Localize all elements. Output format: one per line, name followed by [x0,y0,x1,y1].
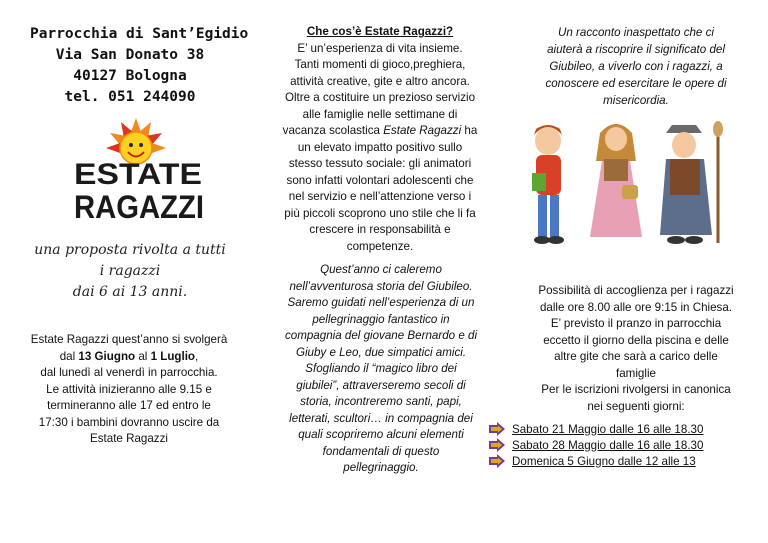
info-line: eccetto il giorno della piscina e delle [543,333,729,347]
start-date: 13 Giugno [78,349,136,363]
info-line: E’ previsto il pranzo in parrocchia [550,317,722,330]
body-line: stesso tessuto sociale: gli animatori [288,157,472,170]
schedule-paragraph [14,332,244,448]
story-line: pellegrinaggio. [343,461,419,474]
info-line: famiglie [616,366,656,380]
story-line: quali scopriremo alcuni elementi [298,428,464,441]
registration-slot-text: Sabato 28 Maggio dalle 16 alle 18.30 [512,438,704,452]
info-line: nei seguenti giorni: [587,399,685,413]
arrow-bullet-icon [488,454,506,468]
schedule-line: Estate Ragazzi [90,432,168,445]
info-paragraph [508,283,764,415]
story-line: storia, incontreremo santi, papi, [300,395,462,408]
body-line: sono infatti volontari adolescenti che [286,173,474,187]
body-line: più piccoli scoprono uno stile che li fa [284,206,476,220]
body-line: attività creative, gite e altro ancora. [290,74,470,88]
age-proposal [10,240,250,303]
logo-word-estate: ESTATE [74,158,202,191]
registration-slot-text: Domenica 5 Giugno dalle 12 alle 13 [512,454,696,468]
section-title: Che cos’è Estate Ragazzi? [306,25,454,38]
girl-figure-icon [590,124,642,237]
what-is-section [264,24,496,255]
list-item [488,421,748,437]
parish-street: Via San Donato 38 [55,47,205,63]
story-line: giubilei”, attraverseremo secoli di [296,378,466,392]
end-date: 1 Luglio [150,349,196,363]
arrow-bullet-icon [488,438,506,452]
story-line: fondamentali di questo [322,444,440,458]
parish-address [30,24,249,108]
body-line: alle famiglie nelle settimane di [302,107,458,121]
schedule-line: Estate Ragazzi quest’anno si svolgerà [30,333,228,346]
body-line: Oltre a costituire un prezioso servizio [284,91,476,104]
pilgrim-figure-icon [660,121,723,244]
story-line: letterati, scultori… in compagnia dei [289,411,473,425]
schedule-line: termineranno alle 17 ed entro le [47,399,211,412]
story-line: Quest’anno ci caleremo [320,263,442,276]
intro-line: conoscere ed esercitare le opere di [545,77,727,90]
body-line: competenze. [346,239,414,253]
parish-phone: tel. 051 244090 [64,89,196,105]
registration-slots [488,421,748,469]
body-line: vacanza scolastica Estate Ragazzi ha [282,124,478,137]
column-middle [256,0,502,543]
list-item [488,437,748,453]
estate-ragazzi-logo [70,118,215,226]
intro-line: Un racconto inaspettato che ci [558,26,714,39]
info-line: dalle ore 8.00 alle ore 9:15 in Chiesa. [539,300,733,314]
list-item [488,453,748,469]
story-line: Giuby e Leo, due simpatici amici. [295,345,467,359]
schedule-line: 17:30 i bambini dovranno uscire da [38,415,220,429]
body-line: Tanti momenti di gioco,preghiera, [294,58,466,71]
story-line: nell’avventurosa storia del Giubileo. [289,279,473,293]
schedule-line: dal lunedì al venerdì in parrocchia. [40,366,218,379]
column-right [502,0,768,543]
info-line: Per le iscrizioni rivolgersi in canonica [541,383,731,396]
story-line: Sfogliando il “magico libro dei [305,362,457,375]
schedule-line: Le attività inizieranno alle 9.15 e [46,382,212,396]
arrow-bullet-icon [488,422,506,436]
body-line: crescere in responsabilità e [309,223,451,236]
info-line: altre gite che sarà a carico delle [554,350,718,363]
logo-word-ragazzi: RAGAZZI [74,189,204,225]
boy-figure-icon [532,125,564,244]
intro-line: Giubileo, a viverlo con i ragazzi, a [549,60,723,73]
pilgrim-characters-illustration [516,115,756,250]
column-left [0,0,256,543]
story-intro [512,24,760,109]
proposal-line: una proposta rivolta a tutti [34,242,226,258]
intro-line: misericordia. [603,94,669,107]
proposal-line: i ragazzi [99,263,161,279]
registration-slot-text: Sabato 21 Maggio dalle 16 alle 18.30 [512,422,704,436]
schedule-dates-line: dal 13 Giugno al 1 Luglio, [59,349,199,363]
intro-line: aiuterà a riscoprire il significato del [547,43,725,56]
parish-city: 40127 Bologna [73,68,187,84]
body-line: E’ un’esperienza di vita insieme. [297,41,463,55]
story-paragraph [266,262,496,477]
body-line: un elevato impatto positivo sullo [297,140,463,154]
story-line: Saremo guidati nell’esperienza di un [287,296,475,309]
info-line: Possibilità di accoglienza per i ragazzi [538,284,734,297]
body-line: nel servizio e nell’attenzione verso i [288,190,472,203]
parish-name: Parrocchia di Sant’Egidio [30,26,249,42]
story-line: compagnia del giovane Bernardo e di [284,329,478,342]
proposal-line: dai 6 ai 13 anni. [72,284,188,300]
story-line: pellegrinaggio fantastico in [312,312,450,326]
